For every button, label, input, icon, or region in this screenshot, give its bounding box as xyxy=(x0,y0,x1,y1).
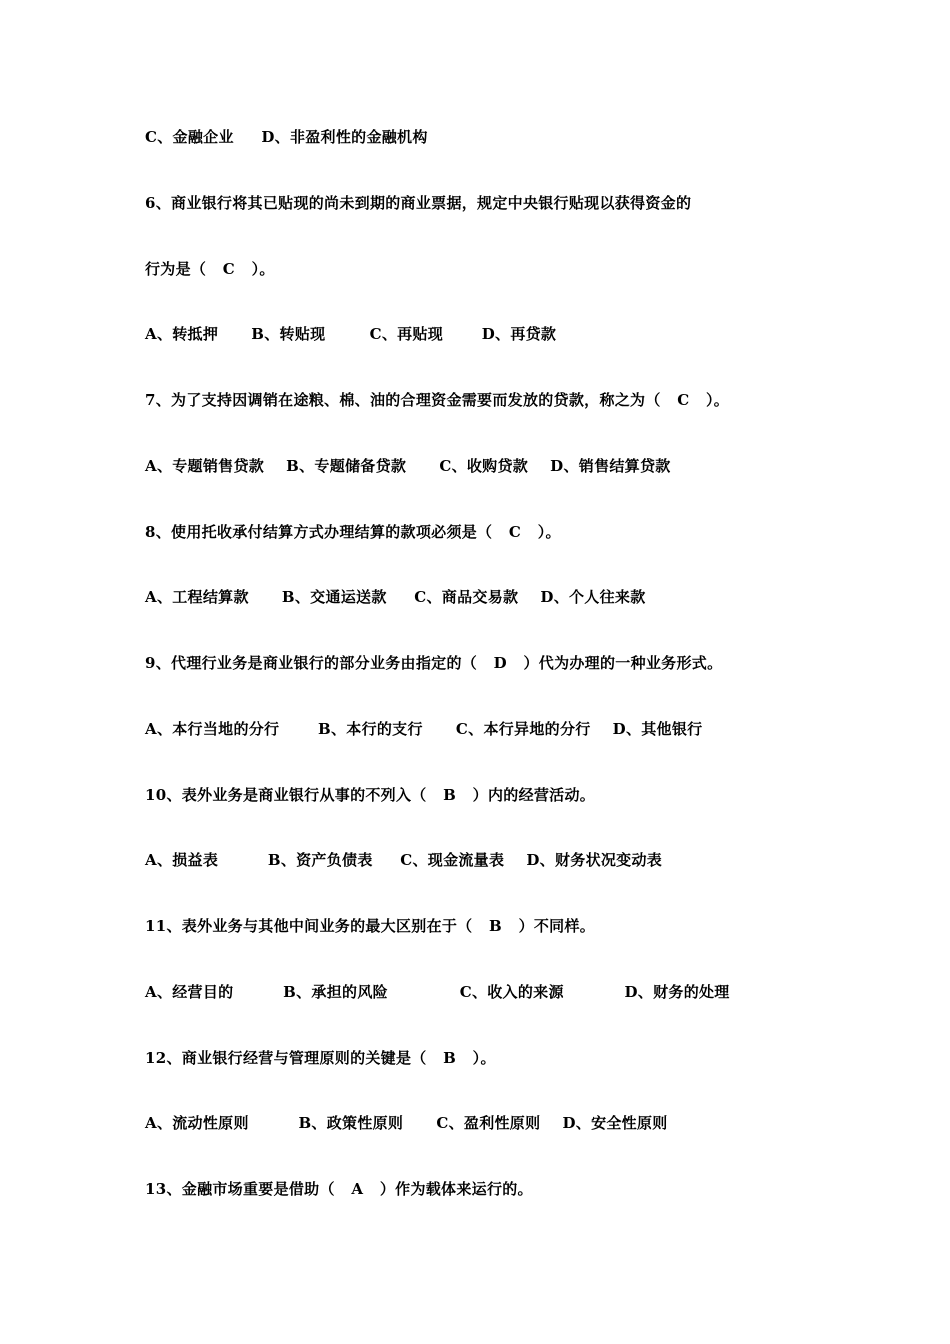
question-13: 13、金融市场重要是借助（ A ）作为载体来运行的。 xyxy=(145,1180,533,1198)
question-6-continued: 行为是（ C ）。 xyxy=(145,260,275,278)
question-8-options: A、工程结算款 B、交通运送款 C、商品交易款 D、个人往来款 xyxy=(145,588,646,606)
question-6-options: A、转抵押 B、转贴现 C、再贴现 D、再贷款 xyxy=(145,325,557,343)
question-12: 12、商业银行经营与管理原则的关键是（ B ）。 xyxy=(145,1049,496,1067)
question-7: 7、为了支持因调销在途粮、棉、油的合理资金需要而发放的贷款，称之为（ C ）。 xyxy=(145,391,730,409)
question-11: 11、表外业务与其他中间业务的最大区别在于（ B ）不同样。 xyxy=(145,917,596,935)
question-6: 6、商业银行将其已贴现的尚未到期的商业票据，规定中央银行贴现以获得资金的 xyxy=(145,194,692,212)
question-11-options: A、经营目的 B、承担的风险 C、收入的来源 D、财务的处理 xyxy=(145,983,730,1001)
question-7-options: A、专题销售贷款 B、专题储备贷款 C、收购贷款 D、销售结算贷款 xyxy=(145,457,671,475)
question-9: 9、代理行业务是商业银行的部分业务由指定的（ D ）代为办理的一种业务形式。 xyxy=(145,654,723,672)
question-10-options: A、损益表 B、资产负债表 C、现金流量表 D、财务状况变动表 xyxy=(145,851,663,869)
question-9-options: A、本行当地的分行 B、本行的支行 C、本行异地的分行 D、其他银行 xyxy=(145,720,703,738)
option-line: C、金融企业 D、非盈利性的金融机构 xyxy=(145,128,428,146)
question-10: 10、表外业务是商业银行从事的不列入（ B ）内的经营活动。 xyxy=(145,786,596,804)
question-12-options: A、流动性原则 B、政策性原则 C、盈利性原则 D、安全性原则 xyxy=(145,1114,668,1132)
question-8: 8、使用托收承付结算方式办理结算的款项必须是（ C ）。 xyxy=(145,523,561,541)
